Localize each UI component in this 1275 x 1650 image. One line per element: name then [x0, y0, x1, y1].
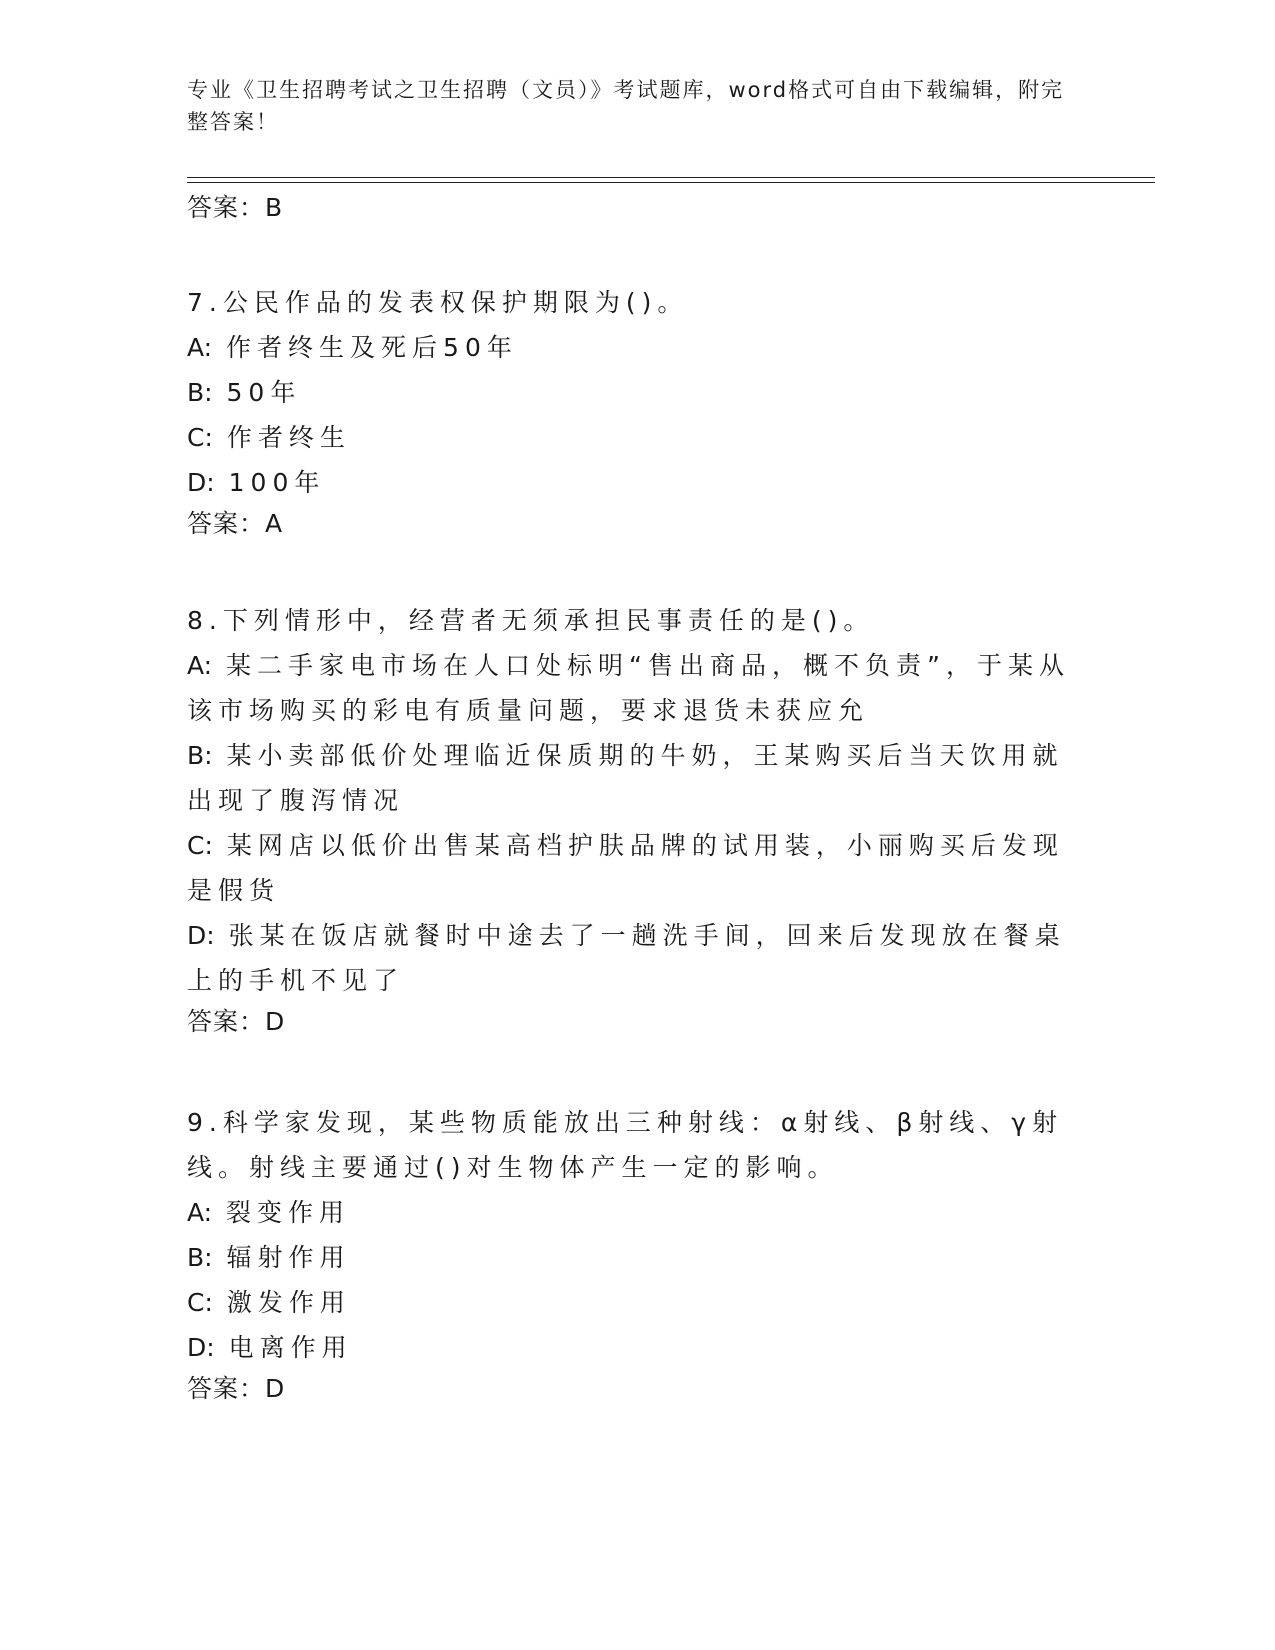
option-b [187, 1235, 1087, 1280]
option-d [187, 1325, 1087, 1370]
option-text: 100年 [228, 468, 326, 497]
question-stem: 9.科学家发现，某些物质能放出三种射线：α射线、β射线、γ射线。射线主要通过()对生物体产生一定的影响。 [187, 1108, 1064, 1182]
option-c [187, 1280, 1087, 1325]
question-8 [187, 598, 1087, 1037]
answer-value: D [265, 1374, 286, 1403]
option-text: 激发作用 [226, 1288, 351, 1317]
question-answer [187, 1007, 1087, 1037]
option-text: 某二手家电市场在人口处标明“售出商品，概不负责”，于某从该市场购买的彩电有质量问题，要求退货未获应允 [187, 651, 1070, 725]
option-text: 某网店以低价出售某高档护肤品牌的试用装，小丽购买后发现是假货 [187, 831, 1064, 905]
question-7 [187, 280, 1087, 539]
question-stem: 8.下列情形中，经营者无须承担民事责任的是()。 [187, 606, 875, 635]
option-a [187, 325, 1087, 370]
question-9 [187, 1100, 1087, 1404]
option-b [187, 370, 1087, 415]
option-a [187, 1190, 1087, 1235]
question-stem: 7.公民作品的发表权保护期限为()。 [187, 288, 689, 317]
option-letter: D: [187, 1333, 215, 1362]
option-letter: D: [187, 468, 215, 497]
answer-label: 答案： [187, 509, 266, 538]
answer-label: 答案： [187, 193, 266, 222]
answer-label: 答案： [187, 1007, 266, 1036]
option-text: 辐射作用 [226, 1243, 351, 1272]
option-c [187, 823, 1087, 913]
option-text: 作者终生及死后50年 [226, 333, 518, 362]
answer-label: 答案： [187, 1374, 266, 1403]
option-text: 作者终生 [226, 423, 351, 452]
option-letter: A: [187, 1198, 213, 1227]
option-b [187, 733, 1087, 823]
option-text: 50年 [226, 378, 302, 407]
answer-value: D [265, 1007, 286, 1036]
question-answer [187, 1374, 1087, 1404]
answer-value: B [265, 193, 284, 222]
option-d [187, 913, 1087, 1003]
option-d [187, 460, 1087, 505]
option-letter: A: [187, 333, 213, 362]
option-letter: C: [187, 1288, 213, 1317]
option-a [187, 643, 1087, 733]
option-letter: B: [187, 1243, 213, 1272]
option-letter: A: [187, 651, 213, 680]
option-letter: C: [187, 423, 213, 452]
question-answer [187, 509, 1087, 539]
header-divider-bottom [187, 182, 1155, 183]
option-letter: D: [187, 921, 215, 950]
previous-answer [187, 193, 1087, 223]
option-text: 张某在饭店就餐时中途去了一趟洗手间，回来后发现放在餐桌上的手机不见了 [187, 921, 1066, 995]
option-letter: B: [187, 378, 213, 407]
page-header: 专业《卫生招聘考试之卫生招聘（文员）》考试题库，word格式可自由下载编辑，附完整答案！ [187, 78, 1065, 134]
header-divider-top [187, 177, 1155, 178]
option-c [187, 415, 1087, 460]
option-letter: C: [187, 831, 213, 860]
option-text: 电离作用 [228, 1333, 353, 1362]
option-letter: B: [187, 741, 213, 770]
option-text: 裂变作用 [226, 1198, 351, 1227]
option-text: 某小卖部低价处理临近保质期的牛奶，王某购买后当天饮用就出现了腹泻情况 [187, 741, 1064, 815]
answer-value: A [265, 509, 284, 538]
